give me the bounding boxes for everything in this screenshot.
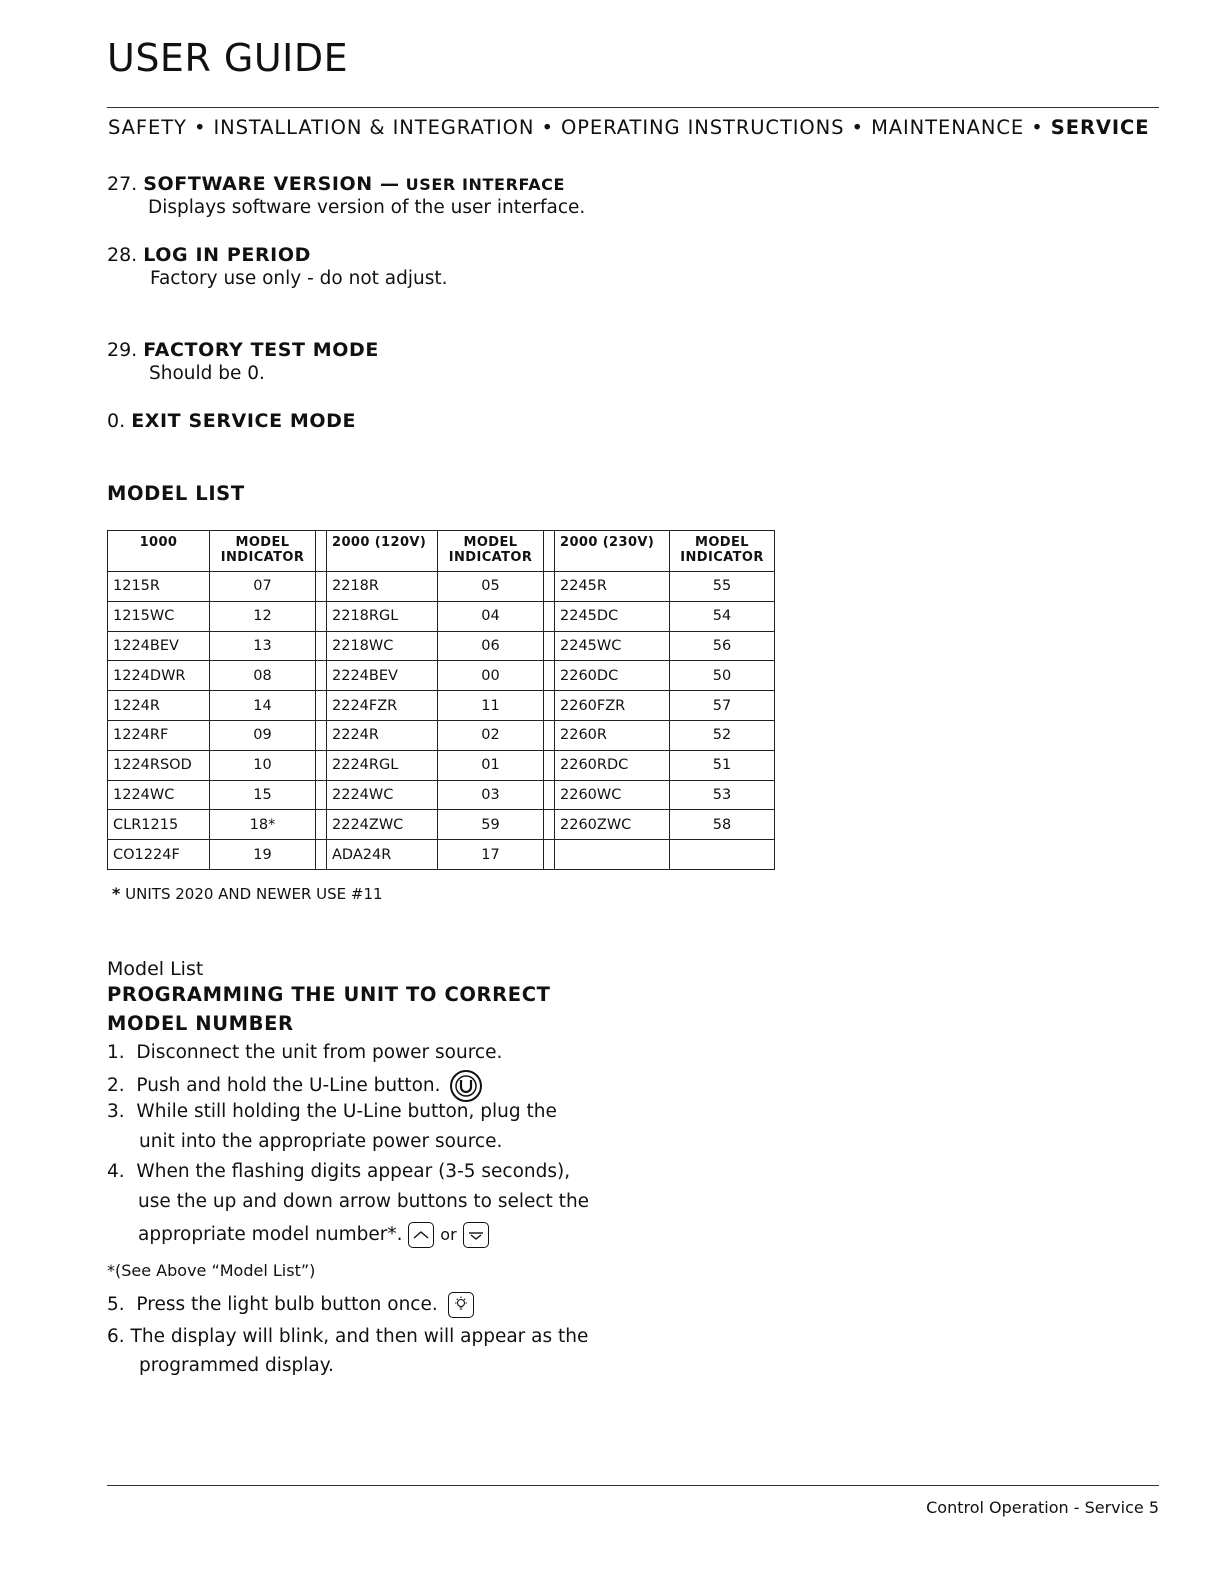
u-line-icon bbox=[450, 1070, 482, 1102]
nav-separator: • bbox=[851, 116, 864, 139]
table-row bbox=[108, 661, 775, 691]
column-gap bbox=[544, 601, 555, 631]
footnote-text: UNITS 2020 AND NEWER USE #11 bbox=[125, 885, 383, 903]
indicator-cell: 13 bbox=[210, 631, 316, 661]
table-header-row bbox=[108, 531, 775, 572]
section-29-heading bbox=[107, 339, 379, 361]
nav-item-service-active: SERVICE bbox=[1050, 116, 1150, 139]
table-row bbox=[108, 601, 775, 631]
nav-separator: • bbox=[193, 116, 207, 139]
indicator-cell: 12 bbox=[210, 601, 316, 631]
step-4 bbox=[107, 1161, 570, 1182]
column-gap bbox=[544, 531, 555, 572]
page-title: USER GUIDE bbox=[107, 36, 349, 80]
step-number: 4. bbox=[107, 1161, 125, 1182]
step-text: When the flashing digits appear (3-5 seconds), bbox=[136, 1161, 571, 1182]
step-6 bbox=[107, 1326, 588, 1347]
indicator-cell: 05 bbox=[438, 572, 544, 602]
column-gap bbox=[316, 840, 327, 870]
indicator-cell: 08 bbox=[210, 661, 316, 691]
step-number: 6. bbox=[107, 1326, 125, 1347]
step-5 bbox=[107, 1292, 474, 1318]
model-list-heading: MODEL LIST bbox=[107, 482, 245, 505]
step-1 bbox=[107, 1042, 502, 1063]
table-row bbox=[108, 780, 775, 810]
section-title: EXIT SERVICE MODE bbox=[131, 410, 357, 432]
model-cell bbox=[555, 840, 670, 870]
step-text: appropriate model number*. bbox=[138, 1224, 403, 1245]
section-29-desc: Should be 0. bbox=[149, 363, 265, 384]
see-above-note: *(See Above “Model List”) bbox=[107, 1261, 316, 1280]
column-gap bbox=[544, 810, 555, 840]
model-cell: 2224RGL bbox=[327, 750, 438, 780]
indicator-cell: 01 bbox=[438, 750, 544, 780]
or-label: or bbox=[440, 1225, 457, 1244]
section-nav bbox=[108, 116, 1149, 139]
section-27-heading bbox=[107, 173, 565, 195]
model-cell: 1224BEV bbox=[108, 631, 210, 661]
column-gap bbox=[316, 661, 327, 691]
model-cell: 2224ZWC bbox=[327, 810, 438, 840]
step-4-continued-2 bbox=[138, 1222, 489, 1248]
nav-item-operating: OPERATING INSTRUCTIONS bbox=[561, 116, 845, 139]
indicator-cell: 00 bbox=[438, 661, 544, 691]
column-gap bbox=[544, 631, 555, 661]
model-cell: 1224WC bbox=[108, 780, 210, 810]
table-row bbox=[108, 750, 775, 780]
column-gap bbox=[544, 572, 555, 602]
nav-separator: • bbox=[1031, 116, 1044, 139]
model-cell: 2224WC bbox=[327, 780, 438, 810]
indicator-cell: 58 bbox=[670, 810, 775, 840]
step-number: 2. bbox=[107, 1075, 125, 1096]
light-bulb-icon bbox=[448, 1292, 474, 1318]
model-cell: 1224DWR bbox=[108, 661, 210, 691]
indicator-cell: 19 bbox=[210, 840, 316, 870]
column-gap bbox=[316, 780, 327, 810]
footnote-mark: * bbox=[112, 884, 121, 903]
column-gap bbox=[316, 810, 327, 840]
section-27-desc: Displays software version of the user interface. bbox=[148, 197, 586, 218]
header-divider bbox=[107, 107, 1159, 108]
indicator-cell: 03 bbox=[438, 780, 544, 810]
table-row bbox=[108, 840, 775, 870]
indicator-cell: 02 bbox=[438, 720, 544, 750]
col-header-2000-120v: 2000 (120V) bbox=[327, 531, 438, 572]
step-text: Press the light bulb button once. bbox=[136, 1294, 438, 1315]
table-row bbox=[108, 720, 775, 750]
col-header-indicator: MODEL INDICATOR bbox=[670, 531, 775, 572]
model-list-table bbox=[107, 530, 775, 870]
table-row bbox=[108, 691, 775, 721]
model-cell: 2224R bbox=[327, 720, 438, 750]
step-number: 5. bbox=[107, 1294, 125, 1315]
model-cell: 2218R bbox=[327, 572, 438, 602]
model-cell: 1224RSOD bbox=[108, 750, 210, 780]
nav-item-safety: SAFETY bbox=[108, 116, 187, 139]
section-title: SOFTWARE VERSION — bbox=[143, 173, 400, 195]
down-arrow-icon bbox=[463, 1222, 489, 1248]
step-3 bbox=[107, 1101, 557, 1122]
indicator-cell: 15 bbox=[210, 780, 316, 810]
column-gap bbox=[544, 720, 555, 750]
table-footnote bbox=[112, 884, 383, 903]
column-gap bbox=[316, 572, 327, 602]
step-text: While still holding the U-Line button, plug the bbox=[136, 1101, 557, 1122]
programming-heading-line2: MODEL NUMBER bbox=[107, 1012, 294, 1035]
step-4-continued: use the up and down arrow buttons to select the bbox=[138, 1191, 590, 1212]
nav-item-installation: INSTALLATION & INTEGRATION bbox=[213, 116, 535, 139]
model-cell: CO1224F bbox=[108, 840, 210, 870]
column-gap bbox=[316, 631, 327, 661]
section-number: 29. bbox=[107, 339, 138, 361]
section-title: FACTORY TEST MODE bbox=[143, 339, 379, 361]
step-number: 3. bbox=[107, 1101, 125, 1122]
indicator-cell: 18* bbox=[210, 810, 316, 840]
section-number: 27. bbox=[107, 173, 138, 195]
model-cell: 2260R bbox=[555, 720, 670, 750]
section-number: 28. bbox=[107, 244, 138, 266]
model-cell: 2245R bbox=[555, 572, 670, 602]
step-text: Push and hold the U-Line button. bbox=[136, 1075, 441, 1096]
model-cell: CLR1215 bbox=[108, 810, 210, 840]
model-cell: 1215WC bbox=[108, 601, 210, 631]
model-cell: 1224RF bbox=[108, 720, 210, 750]
table-row bbox=[108, 572, 775, 602]
programming-heading-line1: PROGRAMMING THE UNIT TO CORRECT bbox=[107, 983, 551, 1006]
indicator-cell: 57 bbox=[670, 691, 775, 721]
model-cell: 2224FZR bbox=[327, 691, 438, 721]
model-cell: 2260RDC bbox=[555, 750, 670, 780]
page-footer: Control Operation - Service 5 bbox=[926, 1498, 1159, 1517]
indicator-cell: 04 bbox=[438, 601, 544, 631]
indicator-cell: 07 bbox=[210, 572, 316, 602]
indicator-cell: 55 bbox=[670, 572, 775, 602]
indicator-cell: 54 bbox=[670, 601, 775, 631]
indicator-cell: 50 bbox=[670, 661, 775, 691]
indicator-cell: 14 bbox=[210, 691, 316, 721]
col-header-2000-230v: 2000 (230V) bbox=[555, 531, 670, 572]
footer-divider bbox=[107, 1485, 1159, 1486]
step-number: 1. bbox=[107, 1042, 125, 1063]
column-gap bbox=[544, 840, 555, 870]
indicator-cell bbox=[670, 840, 775, 870]
step-6-continued: programmed display. bbox=[139, 1355, 334, 1376]
table-row bbox=[108, 810, 775, 840]
table-row bbox=[108, 631, 775, 661]
model-cell: 2245DC bbox=[555, 601, 670, 631]
indicator-cell: 17 bbox=[438, 840, 544, 870]
section-subtitle: USER INTERFACE bbox=[405, 175, 566, 194]
model-cell: 2260FZR bbox=[555, 691, 670, 721]
indicator-cell: 06 bbox=[438, 631, 544, 661]
indicator-cell: 56 bbox=[670, 631, 775, 661]
model-cell: ADA24R bbox=[327, 840, 438, 870]
column-gap bbox=[316, 691, 327, 721]
column-gap bbox=[544, 691, 555, 721]
column-gap bbox=[544, 750, 555, 780]
model-cell: 2260DC bbox=[555, 661, 670, 691]
step-text: The display will blink, and then will appear as the bbox=[130, 1326, 589, 1347]
indicator-cell: 09 bbox=[210, 720, 316, 750]
up-arrow-icon bbox=[408, 1222, 434, 1248]
model-cell: 2260ZWC bbox=[555, 810, 670, 840]
model-cell: 2218RGL bbox=[327, 601, 438, 631]
model-cell: 2218WC bbox=[327, 631, 438, 661]
indicator-cell: 53 bbox=[670, 780, 775, 810]
section-28-desc: Factory use only - do not adjust. bbox=[150, 268, 448, 289]
col-header-indicator: MODEL INDICATOR bbox=[438, 531, 544, 572]
column-gap bbox=[316, 601, 327, 631]
model-cell: 1224R bbox=[108, 691, 210, 721]
model-cell: 1215R bbox=[108, 572, 210, 602]
indicator-cell: 59 bbox=[438, 810, 544, 840]
step-3-continued: unit into the appropriate power source. bbox=[139, 1131, 503, 1152]
section-title: LOG IN PERIOD bbox=[143, 244, 311, 266]
column-gap bbox=[544, 661, 555, 691]
model-cell: 2260WC bbox=[555, 780, 670, 810]
nav-item-maintenance: MAINTENANCE bbox=[871, 116, 1025, 139]
column-gap bbox=[316, 531, 327, 572]
column-gap bbox=[316, 750, 327, 780]
indicator-cell: 10 bbox=[210, 750, 316, 780]
indicator-cell: 11 bbox=[438, 691, 544, 721]
nav-separator: • bbox=[541, 116, 554, 139]
section-0-heading bbox=[107, 410, 356, 432]
col-header-indicator: MODEL INDICATOR bbox=[210, 531, 316, 572]
section-28-heading bbox=[107, 244, 311, 266]
column-gap bbox=[544, 780, 555, 810]
column-gap bbox=[316, 720, 327, 750]
step-2 bbox=[107, 1070, 482, 1102]
col-header-1000: 1000 bbox=[108, 531, 210, 572]
indicator-cell: 52 bbox=[670, 720, 775, 750]
model-list-caption: Model List bbox=[107, 958, 204, 980]
step-text: Disconnect the unit from power source. bbox=[136, 1042, 503, 1063]
model-cell: 2224BEV bbox=[327, 661, 438, 691]
indicator-cell: 51 bbox=[670, 750, 775, 780]
model-cell: 2245WC bbox=[555, 631, 670, 661]
section-number: 0. bbox=[107, 410, 126, 432]
